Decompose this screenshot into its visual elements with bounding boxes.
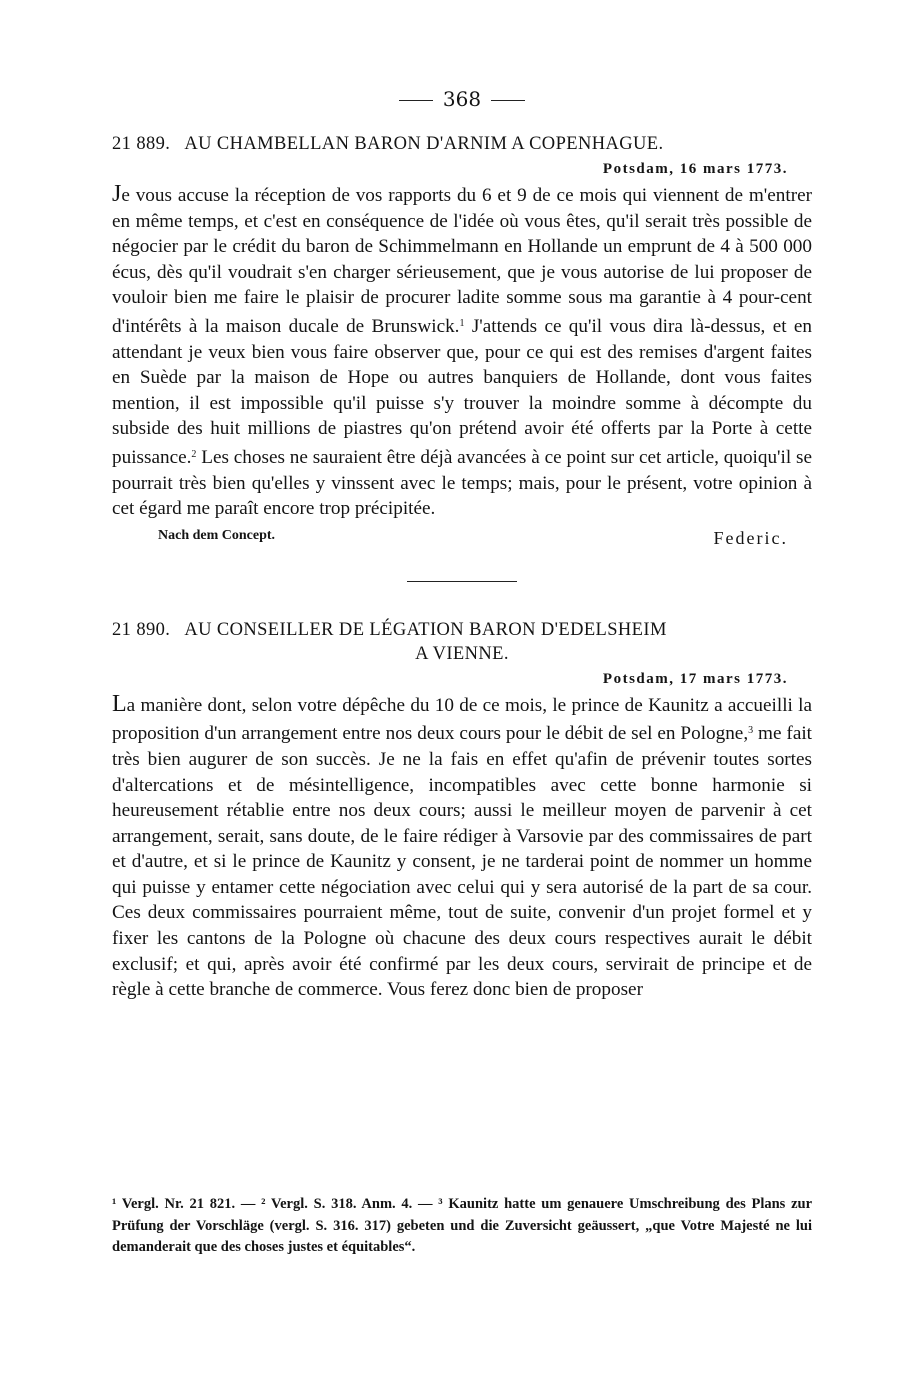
- letter-footer: [112, 528, 812, 549]
- letter-body: [112, 692, 812, 1003]
- letter-title-continued: A VIENNE.: [415, 643, 509, 664]
- body-text: me fait très bien augurer de son succès. Je ne la fais en effet qu'afin de prévenir toutes sortes d'altercations et de mésintelligence, incompatibles avec cette bonne harmonie si heureusement rétablie entre nos deux cours; aussi le meilleur moyen de parvenir à cet arrangement, serait, sans doute, de le faire rédiger à Varsovie par des commissaires de part et d'autre, et si le prince de Kaunitz y consent, je ne tarderai point de nommer un homme qui puisse y entamer cette négociation avec celui qui y sera autorisé de la part de sa cour. Ces deux commissaires pourraient même, tout de suite, convenir d'un projet formel et y fixer les cantons de la Pologne où chacune des deux cours respectives aurait le débit exclusif; et qui, après avoir été confirmé par les deux cours, servirait de principe et de règle à cette branche de commerce. Vous ferez donc bien de proposer: [112, 723, 812, 1001]
- letter-body: [112, 182, 812, 522]
- letter-title: AU CHAMBELLAN BARON D'ARNIM A COPENHAGUE.: [184, 134, 664, 154]
- letter-21890: [112, 618, 812, 1003]
- initial-letter: J: [112, 181, 122, 207]
- letter-heading: [112, 618, 812, 666]
- page: [112, 82, 812, 1003]
- letter-number: 21 889.: [112, 134, 171, 154]
- initial-letter: L: [112, 690, 127, 717]
- dateline: Potsdam, 16 mars 1773.: [602, 161, 788, 177]
- page-number: 368: [442, 87, 482, 111]
- letter-21889: [112, 132, 812, 549]
- body-text: a manière dont, selon votre dépêche du 10 de ce mois, le prince de Kaunitz a accueilli la proposition d'un arrangement entre nos deux cours pour le débit de sel en Pologne,: [112, 694, 812, 745]
- body-text: e vous accuse la réception de vos rapports du 6 et 9 de ce mois qui viennent de m'entrer en même temps, et c'est en conséquence de l'idée où vous êtes, qu'il serait très possible de négocier par le crédit du baron de Schimmelmann en Hollande un emprunt de 4 à 500 000 écus, dès qu'il voudrait s'en charger sérieusement, que je vous autorise de lui proposer de vouloir bien me faire le plaisir de procurer ladite somme sous ma garantie à 4 pour-cent d'intérêts à la maison ducale de Brunswick.: [112, 185, 812, 337]
- page-number-line: [112, 82, 812, 116]
- section-divider: [407, 581, 517, 582]
- divider: [491, 100, 525, 101]
- divider: [399, 100, 433, 101]
- letter-title: AU CONSEILLER DE LÉGATION BARON D'EDELSHEIM: [184, 619, 667, 640]
- body-text: Les choses ne sauraient être déjà avancées à ce point sur cet article, quoiqu'il se pourrait très bien qu'elles y vinssent avec le temps; mais, pour le présent, votre opinion à cet égard me paraît encore trop précipitée.: [112, 446, 812, 520]
- footnote-mark: 2: [191, 448, 197, 460]
- source-note: Nach dem Concept.: [158, 527, 276, 543]
- footnotes: ¹ Vergl. Nr. 21 821. — ² Vergl. S. 318. Anm. 4. — ³ Kaunitz hatte um genauere Umschreibung des Plans zur Prüfung der Vorschläge (vergl. S. 316. 317) gebeten und die Zuversicht geäussert, „que Votre Majesté ne lui demanderait que des choses justes et équitables“.: [112, 1196, 812, 1255]
- footnote-mark: 1: [459, 317, 465, 329]
- footnote-mark: 3: [748, 725, 754, 737]
- letter-heading: [112, 132, 812, 156]
- body-text: J'attends ce qu'il vous dira là-dessus, et en attendant je veux bien vous faire observer que, pour ce qui est des remises d'argent faites en Suède par la maison de Hope ou autres banquiers de Hollande, dont vous faites mention, il est impossible qu'il puisse s'y trouver la moindre somme à décompte du subside des huit millions de piastres qu'on prétend avoir été offerts par la Porte à cette puissance.: [112, 315, 812, 468]
- letter-number: 21 890.: [112, 619, 171, 640]
- dateline: Potsdam, 17 mars 1773.: [602, 670, 788, 687]
- signature: Federic.: [713, 527, 788, 548]
